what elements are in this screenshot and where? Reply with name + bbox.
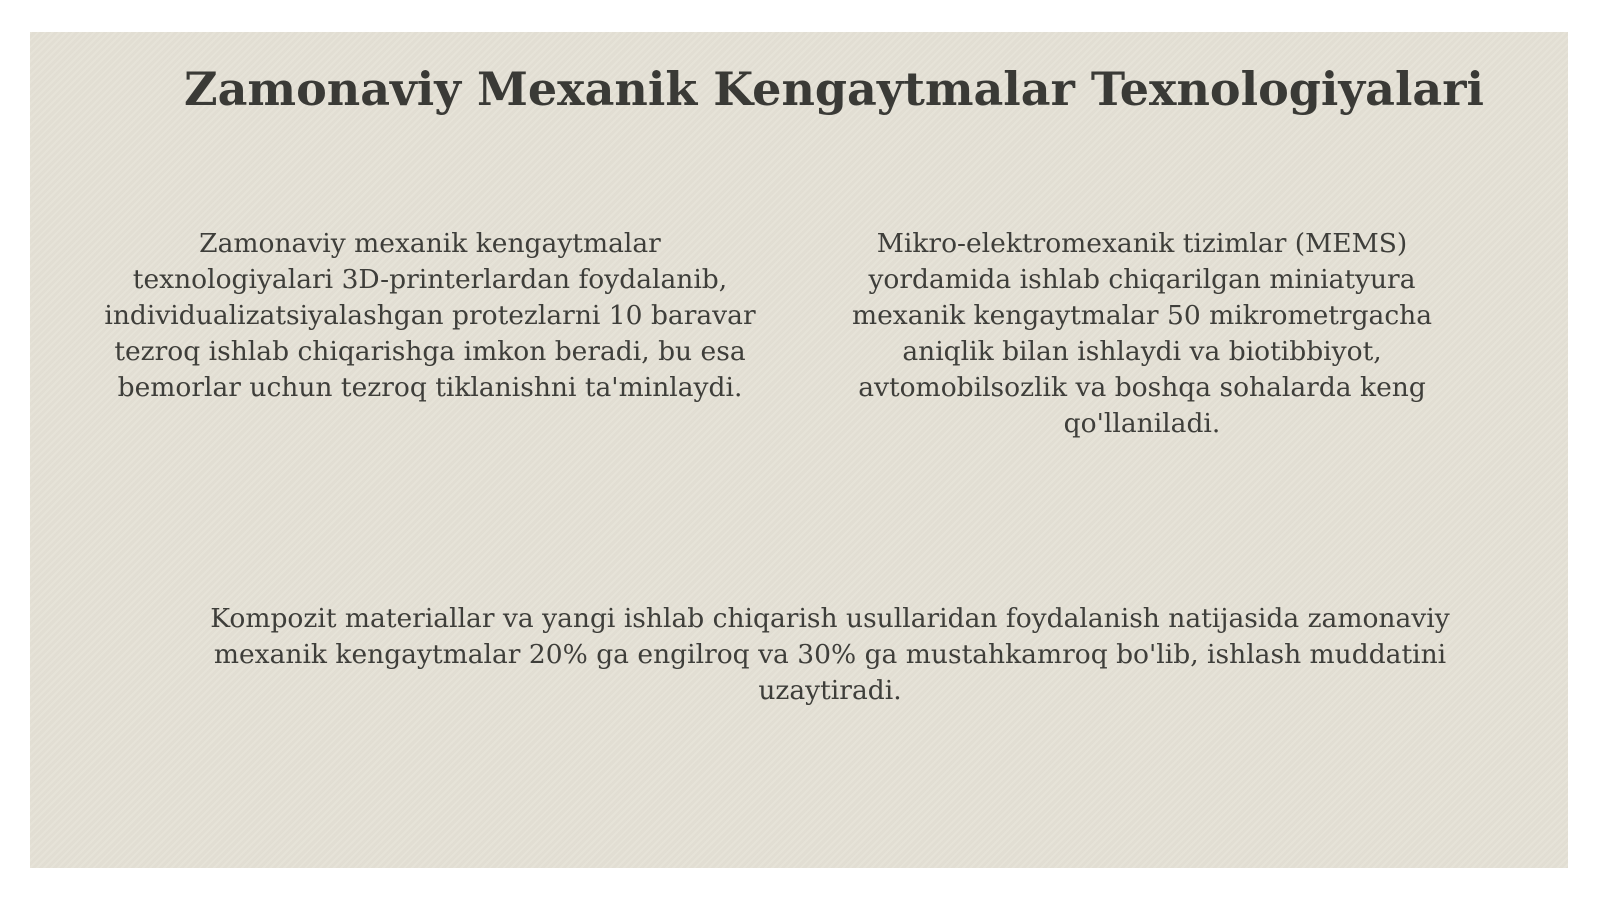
slide bbox=[30, 32, 1568, 868]
right-paragraph: Mikro-elektromexanik tizimlar (MEMS) yordamida ishlab chiqarilgan miniatyura mexanik kengaytmalar 50 mikrometrgacha aniqlik bilan ishlaydi va biotibbiyot, avtomobilsozlik va boshqa sohalarda keng qo'llaniladi. bbox=[851, 228, 1433, 439]
left-paragraph: Zamonaviy mexanik kengaytmalar texnologiyalari 3D-printerlardan foydalanib, individualizatsiyalashgan protezlarni 10 baravar tezroq ishlab chiqarishga imkon beradi, bu esa bemorlar uchun tezroq tiklanishni ta'minlaydi. bbox=[104, 228, 756, 403]
slide-title: Zamonaviy Mexanik Kengaytmalar Texnologiyalari bbox=[184, 62, 1484, 116]
bottom-paragraph: Kompozit materiallar va yangi ishlab chiqarish usullaridan foydalanish natijasida zamonaviy mexanik kengaytmalar 20% ga engilroq va 30% ga mustahkamroq bo'lib, ishlash muddatini uzaytiradi. bbox=[210, 603, 1450, 706]
